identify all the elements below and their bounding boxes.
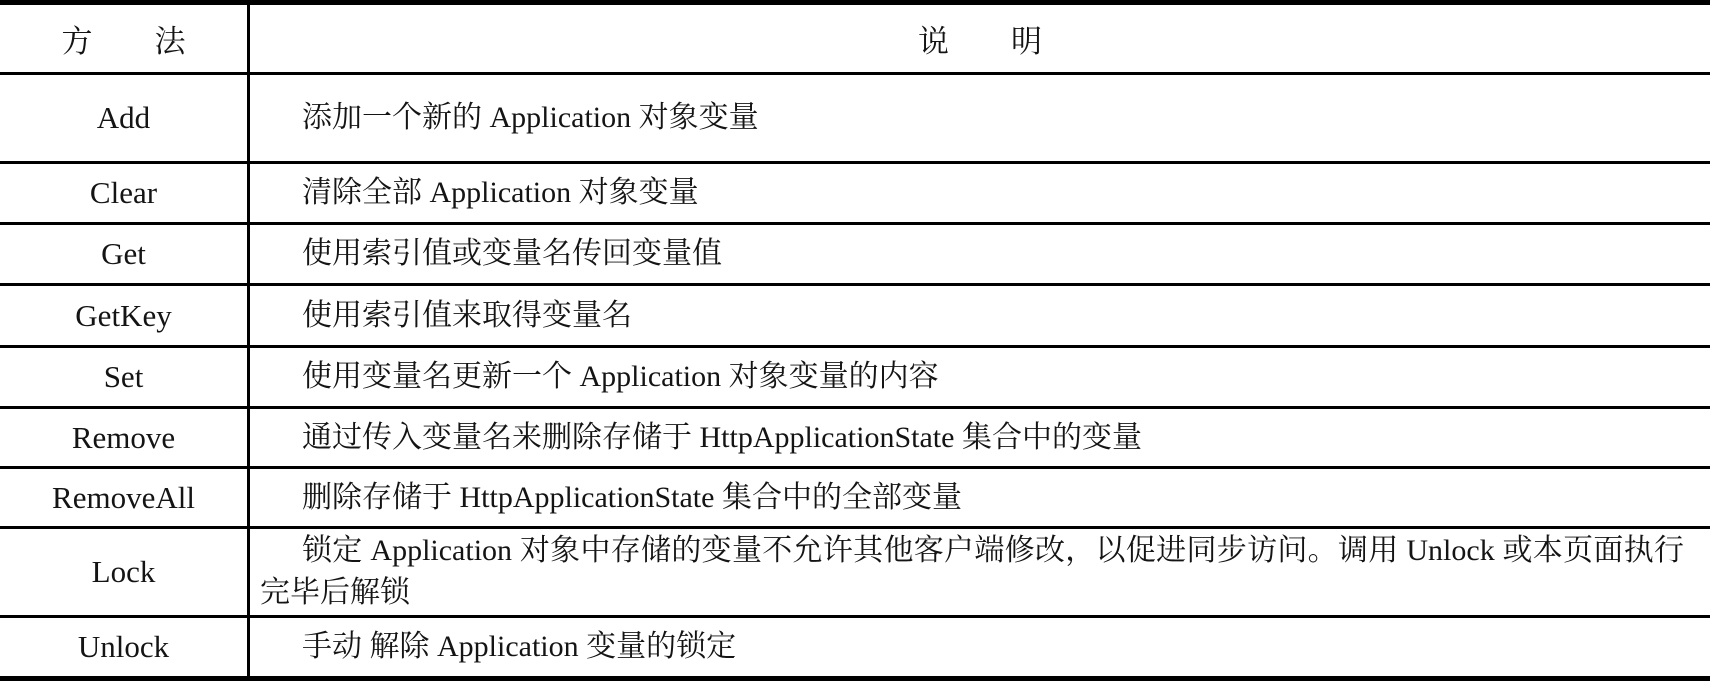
description-cell-removeall xyxy=(250,469,1710,529)
description-text: 锁定 Application 对象中存储的变量不允许其他客户端修改，以促进同步访问。调用 Unlock 或本页面执行完毕后解锁 xyxy=(260,534,1684,609)
description-text: 通过传入变量名来删除存储于 HttpApplicationState 集合中的变量 xyxy=(302,420,1142,454)
method-cell-add: Add xyxy=(0,75,250,164)
description-text: 删除存储于 HttpApplicationState 集合中的全部变量 xyxy=(302,480,962,514)
description-text: 使用变量名更新一个 Application 对象变量的内容 xyxy=(302,360,939,393)
description-text: 清除全部 Application 对象变量 xyxy=(302,176,699,209)
description-cell-lock xyxy=(250,529,1710,618)
description-cell-unlock xyxy=(250,618,1710,676)
description-text: 手动 解除 Application 变量的锁定 xyxy=(302,630,737,663)
method-cell-set: Set xyxy=(0,348,250,409)
description-text: 使用索引值来取得变量名 xyxy=(302,298,632,332)
method-cell-unlock: Unlock xyxy=(0,618,250,676)
method-column-header: 方 法 xyxy=(0,5,250,75)
method-cell-get: Get xyxy=(0,225,250,286)
method-cell-removeall: RemoveAll xyxy=(0,469,250,529)
description-cell-remove xyxy=(250,409,1710,469)
method-cell-remove: Remove xyxy=(0,409,250,469)
method-cell-getkey: GetKey xyxy=(0,286,250,348)
description-cell-add xyxy=(250,75,1710,164)
description-text: 添加一个新的 Application 对象变量 xyxy=(302,101,759,134)
description-cell-getkey xyxy=(250,286,1710,348)
description-column-header: 说 明 xyxy=(250,5,1710,75)
method-cell-clear: Clear xyxy=(0,164,250,225)
method-cell-lock: Lock xyxy=(0,529,250,618)
description-cell-get xyxy=(250,225,1710,286)
description-text: 使用索引值或变量名传回变量值 xyxy=(302,237,722,270)
description-cell-clear xyxy=(250,164,1710,225)
description-cell-set xyxy=(250,348,1710,409)
